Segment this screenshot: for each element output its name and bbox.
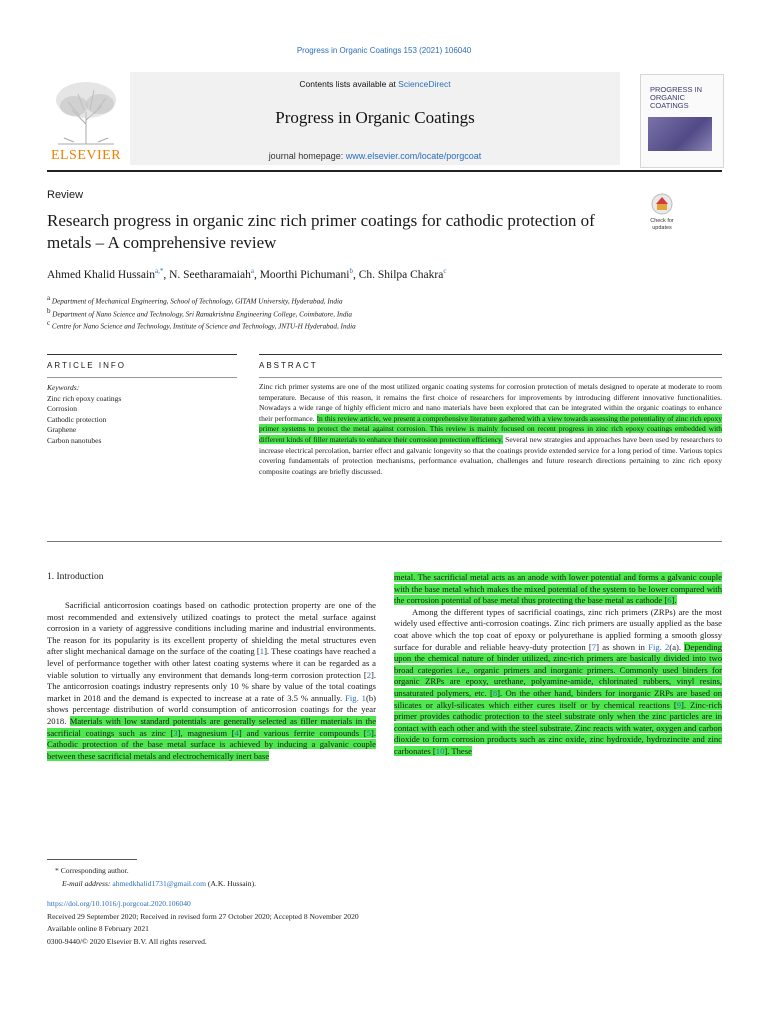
intro-text: (a). bbox=[669, 641, 685, 652]
intro-text: (b) shows percentage distribution of world consumption of anticorrosion coatings for the year 2018. bbox=[47, 692, 376, 726]
email-suffix: (A.K. Hussain). bbox=[206, 879, 257, 888]
received-dates: Received 29 September 2020; Received in revised form 27 October 2020; Accepted 8 November 2020 bbox=[47, 912, 359, 921]
cover-image bbox=[648, 117, 712, 151]
email-label: E-mail address: bbox=[62, 879, 113, 888]
author-name[interactable]: Moorthi Pichumani bbox=[259, 268, 350, 281]
email-note bbox=[62, 879, 256, 888]
citation-link[interactable]: 9 bbox=[676, 699, 682, 710]
affiliation-key: b bbox=[47, 307, 51, 315]
author-sup[interactable]: c bbox=[443, 267, 447, 275]
check-for-updates-badge[interactable] bbox=[642, 191, 682, 233]
affiliation-text: Centre for Nano Science and Technology, Institute of Science and Technology, JNTU-H Hyderabad, India bbox=[51, 322, 356, 331]
sciencedirect-link[interactable]: ScienceDirect bbox=[398, 79, 451, 89]
citation-link[interactable]: 8 bbox=[492, 687, 498, 698]
abstract-highlight: In this review article, we present a comprehensive literature gathered with a view towards assessing the potentiality of zinc rich epoxy primer systems to protect the metal against corrosion. This review is mainly focused on recent progress in zinc rich epoxy coatings embedded with different kinds of filler materials to enhance their corrosion protection efficiency. bbox=[259, 413, 723, 444]
intro-text: ]. These coatings have reached a level of performance together with other latest coating systems where it can be regarded as a viable solution to virtually any environment that demands long-term corrosion protection [ bbox=[47, 646, 376, 680]
abstract-text bbox=[259, 382, 722, 477]
doi-line bbox=[47, 899, 191, 908]
contents-prefix: Contents lists available at bbox=[299, 79, 399, 89]
section-heading-introduction: 1. Introduction bbox=[47, 572, 104, 582]
author-sup[interactable]: a,* bbox=[154, 267, 164, 275]
asterisk: * bbox=[55, 866, 59, 875]
highlight-text: Materials with low standard potentials are generally selected as filler materials in the sacrificial coatings such as zinc [ bbox=[47, 715, 377, 738]
highlight-text: ]. These bbox=[444, 745, 472, 756]
affiliation-b bbox=[47, 307, 352, 318]
keyword-item: Carbon nanotubes bbox=[47, 435, 102, 445]
intro-left-column bbox=[47, 600, 376, 762]
intro-text: ] as shown in bbox=[596, 641, 649, 652]
abstract-part1: Zinc rich primer systems are one of the most utilized organic coating systems for corrosion protection of metals designed to operate at moderate to room temperature. Because of this reason, it remains the first choice of researchers for improvements by introducing different innovative functionalities. Nowadays a wide range of highly efficient micro and nano materials have been explored that can be integrated within the organic coatings to enhance their performance. bbox=[259, 382, 722, 423]
citation-link[interactable]: 2 bbox=[366, 669, 371, 680]
citation-link[interactable]: 1 bbox=[259, 646, 265, 657]
citation-link[interactable]: 5 bbox=[366, 727, 371, 738]
keyword-item: Zinc rich epoxy coatings bbox=[47, 393, 122, 403]
email-link[interactable]: ahmedkhalid1731@gmail.com bbox=[112, 879, 207, 888]
elsevier-wordmark: ELSEVIER bbox=[50, 148, 122, 163]
article-info-rule bbox=[47, 354, 237, 355]
highlight-text: ] and various ferrite compounds [ bbox=[238, 727, 367, 738]
affiliation-c bbox=[47, 319, 356, 330]
figure-link[interactable]: Fig. 2 bbox=[648, 641, 670, 652]
author-name[interactable]: N. Seetharamaiah bbox=[169, 268, 251, 281]
article-title: Research progress in organic zinc rich primer coatings for cathodic protection of metals – A comprehensive review bbox=[47, 211, 595, 252]
corresponding-text: Corresponding author. bbox=[60, 866, 129, 875]
header-rule bbox=[47, 170, 722, 172]
article-info-heading: ARTICLE INFO bbox=[47, 361, 126, 370]
journal-homepage bbox=[130, 151, 620, 161]
abstract-subrule bbox=[259, 377, 722, 378]
keywords-block bbox=[47, 383, 121, 446]
author-list: Ahmed Khalid Hussain$^{a,*}$, N. Seetharamaiah$^a$, Moorthi Pichumani$^b$, Ch. Shilpa Chakra$^c$ bbox=[47, 267, 447, 281]
available-online: Available online 8 February 2021 bbox=[47, 924, 149, 933]
highlight-text: ]. Cathodic protection of the base metal surface is achieved by inducing a galvanic couple between these sacrificial metals and electrochemically inert base bbox=[47, 727, 376, 761]
abstract-part2: Several new strategies and approaches have been used by researchers to increase electrical percolation, barrier effect and galvanic longevity so that the coatings provide extended service for a long period of time. Various topics covering fundamentals of protection mechanisms, performance evaluation, challenges and future research directions pertaining to zinc rich epoxy composite coatings are briefly discussed. bbox=[259, 434, 722, 476]
homepage-prefix: journal homepage: bbox=[268, 151, 346, 161]
citation-link[interactable]: 6 bbox=[667, 595, 672, 606]
highlight-text: Depending upon the chemical nature of binder utilized, zinc-rich primers are basically divided into two broad categories i.e., organic primers and inorganic primers. Commonly used binders for organic ZRPs are epoxy, urethane, polyamine-amide, chlorinated rubbers, vinyl resins, unsaturated polymers, etc. [ bbox=[394, 641, 723, 698]
intro-text: Sacrificial anticorrosion coatings based on cathodic protection property are one of the most recommended and extensively utilized coatings to protect the metal surface against corrosion in a variety of aggressive conditions including marine and industrial environments. The reason for its popularity is its excellent property of shielding the metal structures even after slight mechanical damage on the surface of the coating [ bbox=[47, 600, 376, 657]
author-sup[interactable]: a bbox=[250, 267, 254, 275]
journal-title[interactable]: Progress in Organic Coatings bbox=[275, 108, 475, 127]
affiliation-text: Department of Nano Science and Technology, Sri Ramakrishna Engineering College, Coimbatore, India bbox=[52, 310, 353, 319]
highlight-text: ]. Zinc-rich primer provides cathodic protection to the steel substrate only when the zinc particles are in contact with each other and with the steel substrate. Zinc reacts with water, oxygen and carbon dioxide to form corrosion products such as zinc oxide, zinc hydroxide, hydrozincite and zinc carbonates [ bbox=[394, 699, 722, 756]
figure-link[interactable]: Fig. 1 bbox=[345, 692, 366, 703]
footnote-rule bbox=[47, 859, 137, 860]
abstract-end-rule bbox=[47, 541, 722, 542]
journal-citation[interactable]: Progress in Organic Coatings 153 (2021) 106040 bbox=[296, 46, 472, 55]
highlight-text: metal. The sacrificial metal acts as an anode with lower potential and forms a galvanic couple with the base metal which makes the mixed potential of the system to be lower compared with the corrosion potential of base metal thus protecting the base metal as cathode [ bbox=[394, 572, 722, 606]
intro-right-para1 bbox=[394, 572, 722, 607]
abstract-rule bbox=[259, 354, 722, 355]
affiliation-key: a bbox=[47, 294, 51, 302]
cover-title: PROGRESS IN ORGANIC COATINGS bbox=[650, 85, 703, 110]
affiliation-a bbox=[47, 294, 343, 305]
article-type: Review bbox=[47, 189, 84, 201]
highlight-text: ]. On the other hand, binders for inorganic ZRPs are based on silicates or alkyl-silicates which either cures itself or by chemical reactions [ bbox=[394, 687, 723, 710]
intro-text: Among the different types of sacrificial coatings, zinc rich primers (ZRPs) are the most widely used effective anti-corrosion coatings. Zinc rich primers are usually applied as the base coat above which the top coat of epoxy or polyurethane is applied forming a smooth glossy surface for durable and reliable heavy-duty protection [ bbox=[394, 606, 722, 652]
contents-line bbox=[130, 79, 620, 89]
corresponding-author-note bbox=[55, 866, 129, 875]
copyright-line: 0300-9440/© 2020 Elsevier B.V. All rights reserved. bbox=[47, 937, 207, 946]
citation-link[interactable]: 4 bbox=[234, 727, 239, 738]
author-name[interactable]: Ch. Shilpa Chakra bbox=[358, 268, 444, 281]
author-sup[interactable]: b bbox=[349, 267, 353, 275]
keyword-item: Graphene bbox=[47, 425, 77, 434]
doi-link[interactable]: https://doi.org/10.1016/j.porgcoat.2020.106040 bbox=[47, 899, 191, 908]
intro-right-column bbox=[394, 572, 722, 758]
author-name[interactable]: Ahmed Khalid Hussain bbox=[47, 268, 155, 281]
intro-text: ]. The anticorrosion coatings industry represents only 10 % share by value of the total coatings market in 2018 and the demand is expected to increase at a rate of 3.5 % annually. bbox=[47, 669, 376, 703]
citation-link[interactable]: 3 bbox=[173, 727, 178, 738]
intro-right-para2 bbox=[394, 607, 722, 758]
affiliation-text: Department of Mechanical Engineering, School of Technology, GITAM University, Hyderabad, India bbox=[51, 297, 343, 306]
check-badge-line2: updates bbox=[652, 225, 672, 231]
keyword-item: Corrosion bbox=[47, 404, 77, 413]
citation-link[interactable]: 10 bbox=[435, 745, 445, 756]
keywords-label: Keywords: bbox=[47, 383, 80, 392]
check-badge-line1: Check for bbox=[650, 218, 674, 224]
article-info-subrule bbox=[47, 377, 237, 378]
homepage-link[interactable]: www.elsevier.com/locate/porgcoat bbox=[345, 151, 482, 161]
affiliation-key: c bbox=[47, 319, 51, 327]
citation-link[interactable]: 7 bbox=[591, 641, 597, 652]
highlight-text: ], magnesium [ bbox=[177, 727, 235, 738]
abstract-heading: ABSTRACT bbox=[259, 361, 318, 370]
keyword-item: Cathodic protection bbox=[47, 414, 107, 424]
highlight-text: ]. bbox=[671, 595, 677, 606]
